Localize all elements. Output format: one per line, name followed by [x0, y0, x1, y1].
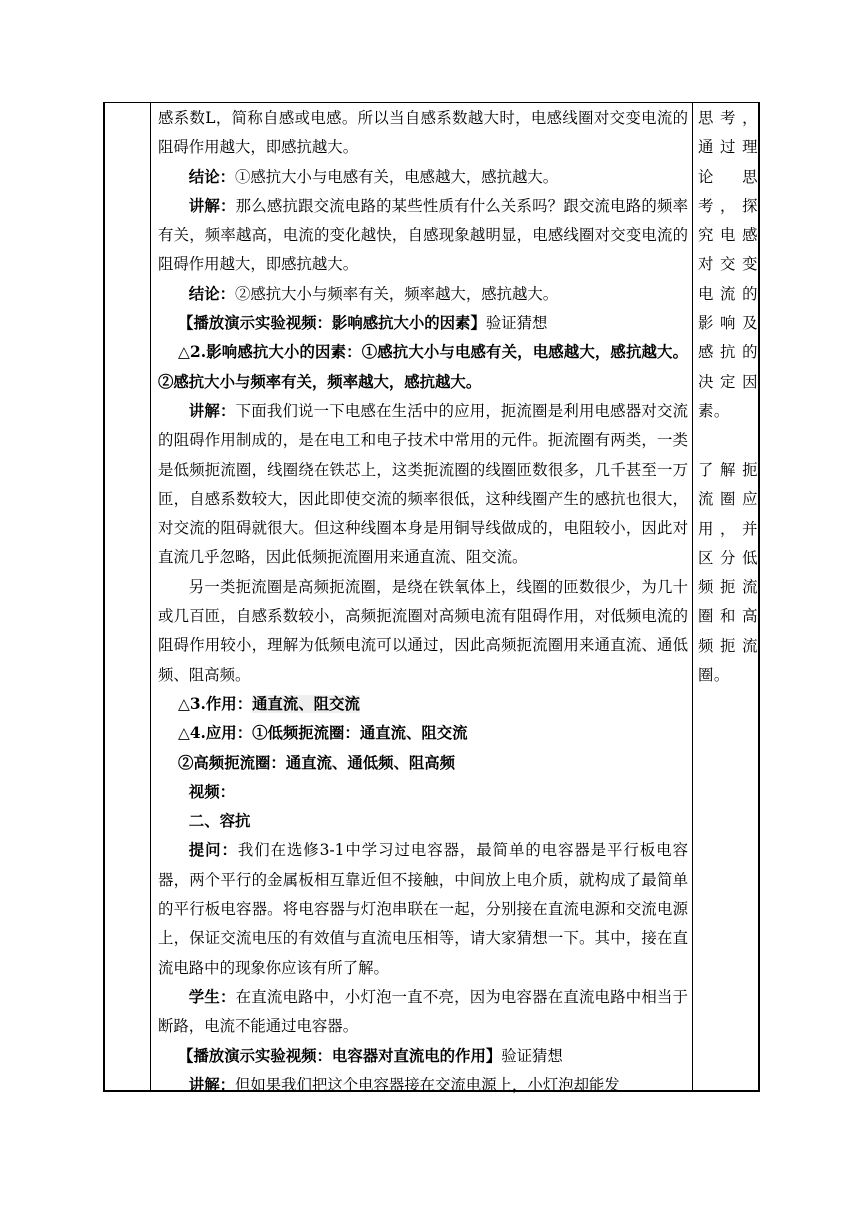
paragraph-14: 提问：我们在选修3-1中学习过电容器，最简单的电容器是平行板电容器，两个平行的金属板相互靠近但不接触，中间放上电介质，就构成了最简单的平行板电容器。将电容器与灯泡串联在一起，分别接在直流电源和交流电源上，保证交流电压的有效值与直流电压相等，请大家猜想一下。其中，接在直流电路中的现象你应该有所了解。	[158, 841, 688, 977]
side-note-1: 思考，通过理论思考，探究电感对交变电流的影响及感抗的决定因素。	[698, 109, 758, 420]
paragraph-7: 讲解：下面我们说一下电感在生活中的应用，扼流圈是利用电感器对交流的阻碍作用制成的，是在电工和电子技术中常用的元件。扼流圈有两类，一类是低频扼流圈，线圈绕在铁芯上，这类扼流圈的线圈匝数很多，几千甚至一万匝，自感系数较大，因此即使交流的频率很低，这种线圈产生的感抗也很大，对交流的阻碍就很大。但这种线圈本身是用铜导线做成的，电阻较小，因此对直流几乎忽略，因此低频扼流圈用来通直流、阻交流。	[158, 401, 688, 567]
paragraph-16: 【播放演示实验视频：电容器对直流电的作用】验证猜想	[178, 1046, 563, 1065]
paragraph-15: 学生：在直流电路中，小灯泡一直不亮，因为电容器在直流电路中相当于断路，电流不能通过电容器。	[158, 987, 688, 1036]
paragraph-5: 【播放演示实验视频：影响感抗大小的因素】验证猜想	[178, 314, 548, 333]
paragraph-2: 结论：①感抗大小与电感有关，电感越大，感抗越大。	[188, 167, 559, 186]
side-note-2: 了解扼流圈应用，并区分低频扼流圈和高频扼流圈。	[698, 461, 758, 685]
paragraph-11: ②高频扼流圈：通直流、通低频、阻高频	[178, 753, 456, 772]
paragraph-3: 讲解：那么感抗跟交流电路的某些性质有什么关系吗？跟交流电路的频率有关，频率越高，电流的变化越快，自感现象越明显，电感线圈对交变电流的阻碍作用越大，即感抗越大。	[158, 196, 688, 274]
paragraph-4: 结论：②感抗大小与频率有关，频率越大，感抗越大。	[188, 284, 559, 303]
paragraph-8: 另一类扼流圈是高频扼流圈，是绕在铁氧体上，线圈的匝数很少，为几十或几百匝，自感系数较小，高频扼流圈对高频电流有阻碍作用，对低频电流的阻碍作用较小，理解为低频电流可以通过，因此高频扼流圈用来通直流、通低频、阻高频。	[158, 577, 688, 684]
paragraph-1: 感系数L，简称自感或电感。所以当自感系数越大时，电感线圈对交变电流的阻碍作用越大，即感抗越大。	[158, 109, 688, 157]
paragraph-6: △2.影响感抗大小的因素：①感抗大小与电感有关，电感越大，感抗越大。②感抗大小与频率有关，频率越大，感抗越大。	[158, 343, 688, 391]
paragraph-17: 讲解：但如果我们把这个电容器接在交流电源上，小灯泡却能发	[188, 1075, 620, 1094]
section-heading: 二、容抗	[188, 812, 251, 831]
paragraph-12: 视频：	[188, 782, 235, 801]
paragraph-9: △3.作用：通直流、阻交流	[178, 694, 360, 713]
paragraph-10: △4.应用：①低频扼流圈：通直流、阻交流	[178, 724, 468, 743]
lesson-content	[158, 104, 688, 1100]
column-divider-right	[692, 102, 693, 1090]
column-divider-left	[150, 102, 151, 1090]
